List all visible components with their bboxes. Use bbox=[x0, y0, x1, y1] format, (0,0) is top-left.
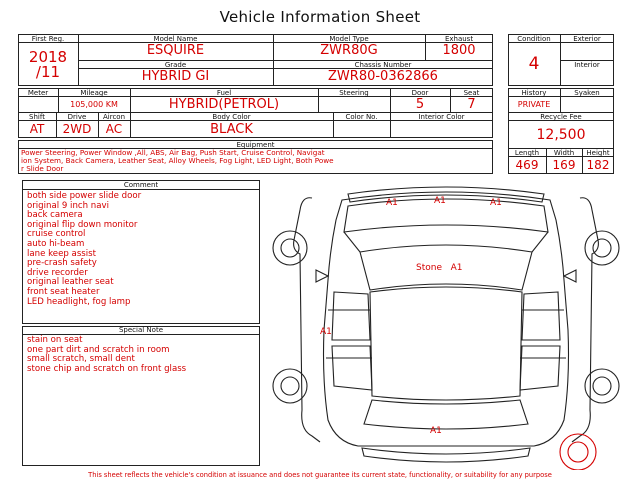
label-door: Door bbox=[411, 89, 429, 97]
label-special-note: Special Note bbox=[118, 326, 164, 334]
model-name-value: ESQUIRE bbox=[146, 43, 205, 58]
label-interior-color: Interior Color bbox=[418, 113, 465, 121]
mileage-value: 105,000 KM bbox=[70, 100, 118, 109]
seat-value: 7 bbox=[467, 97, 476, 112]
label-syaken: Syaken bbox=[574, 89, 600, 97]
comment-line: auto hi-beam bbox=[27, 239, 85, 249]
label-fuel: Fuel bbox=[216, 89, 232, 97]
comment-line: drive recorder bbox=[27, 267, 88, 278]
label-color-no: Color No. bbox=[345, 113, 378, 121]
car-damage-diagram bbox=[272, 180, 620, 470]
fuel-value: HYBRID(PETROL) bbox=[168, 97, 280, 112]
comment-line: original flip down monitor bbox=[27, 219, 138, 230]
grade-value: HYBRID GI bbox=[141, 69, 210, 84]
comment-line: both side power slide door bbox=[27, 191, 142, 201]
door-value: 5 bbox=[415, 97, 425, 112]
label-mileage: Mileage bbox=[80, 89, 108, 97]
mark-front-center: A1 bbox=[434, 196, 446, 206]
label-meter: Meter bbox=[27, 89, 49, 97]
aircon-value: AC bbox=[105, 122, 123, 136]
width-value: 169 bbox=[552, 158, 576, 172]
mark-front-left: A1 bbox=[386, 198, 398, 208]
label-interior: Interior bbox=[574, 61, 600, 69]
equipment-line-3: r Slide Door bbox=[21, 164, 64, 173]
mark-windshield: Stone A1 bbox=[416, 263, 463, 273]
recycle-fee-value: 12,500 bbox=[536, 127, 586, 143]
first-reg-month: /11 bbox=[35, 63, 61, 81]
label-aircon: Aircon bbox=[102, 113, 126, 121]
label-model-type: Model Type bbox=[329, 35, 369, 43]
label-width: Width bbox=[553, 149, 575, 157]
special-note-line: small scratch, small dent bbox=[27, 354, 135, 365]
comment-line: cruise control bbox=[27, 229, 86, 240]
comment-line: LED headlight, fog lamp bbox=[27, 296, 131, 307]
special-note-line: one part dirt and scratch in room bbox=[27, 344, 170, 355]
special-note-line: stain on seat bbox=[27, 335, 83, 345]
model-type-value: ZWR80G bbox=[320, 43, 378, 58]
shift-value: AT bbox=[29, 122, 45, 136]
label-exterior: Exterior bbox=[573, 35, 601, 43]
label-length: Length bbox=[514, 149, 540, 157]
label-exhaust: Exhaust bbox=[444, 35, 474, 43]
label-comment: Comment bbox=[123, 181, 159, 189]
equipment-line-2: ion System, Back Camera, Leather Seat, Alloy Wheels, Fog Light, LED Light, Both Powe bbox=[21, 156, 334, 165]
label-grade: Grade bbox=[164, 61, 187, 69]
label-condition: Condition bbox=[517, 35, 551, 43]
mark-left-side: A1 bbox=[320, 327, 332, 337]
label-model-name: Model Name bbox=[153, 35, 198, 43]
height-value: 182 bbox=[586, 158, 610, 172]
label-height: Height bbox=[586, 149, 610, 157]
label-steering: Steering bbox=[339, 89, 369, 97]
mark-front-right: A1 bbox=[490, 198, 502, 208]
drive-value: 2WD bbox=[62, 122, 92, 136]
exhaust-value: 1800 bbox=[442, 43, 476, 58]
length-value: 469 bbox=[515, 158, 539, 172]
label-chassis-number: Chassis Number bbox=[354, 61, 412, 69]
label-history: History bbox=[521, 89, 547, 97]
label-body-color: Body Color bbox=[212, 113, 251, 121]
label-first-reg: First Reg. bbox=[31, 35, 65, 43]
label-seat: Seat bbox=[463, 89, 480, 97]
label-equipment: Equipment bbox=[236, 141, 275, 149]
special-note-line: stone chip and scratch on front glass bbox=[27, 363, 187, 374]
chassis-number-value: ZWR80-0362866 bbox=[328, 69, 438, 84]
condition-value: 4 bbox=[528, 54, 540, 74]
equipment-line-1: Power Steering, Power Window ,All, ABS, Air Bag, Push Start, Cruise Control, Navigat bbox=[21, 148, 325, 157]
sheet-title: Vehicle Information Sheet bbox=[219, 8, 421, 26]
comment-line: original 9 inch navi bbox=[27, 200, 109, 211]
first-reg-year: 2018 bbox=[28, 48, 68, 66]
body-color-value: BLACK bbox=[210, 122, 253, 137]
label-shift: Shift bbox=[29, 113, 45, 121]
comment-line: original leather seat bbox=[27, 277, 114, 288]
history-value: PRIVATE bbox=[517, 100, 551, 109]
comment-line: front seat heater bbox=[27, 287, 100, 297]
comment-line: pre-crash safety bbox=[27, 258, 97, 269]
label-drive: Drive bbox=[67, 113, 87, 121]
mark-rear: A1 bbox=[430, 426, 442, 436]
label-recycle-fee: Recycle Fee bbox=[540, 113, 582, 121]
footer-disclaimer: This sheet reflects the vehicle's condition at issuance and does not guarantee its current state, functionality, or suitability for any purpose bbox=[88, 471, 552, 479]
comment-line: back camera bbox=[27, 210, 83, 221]
comment-line: lane keep assist bbox=[27, 248, 97, 259]
